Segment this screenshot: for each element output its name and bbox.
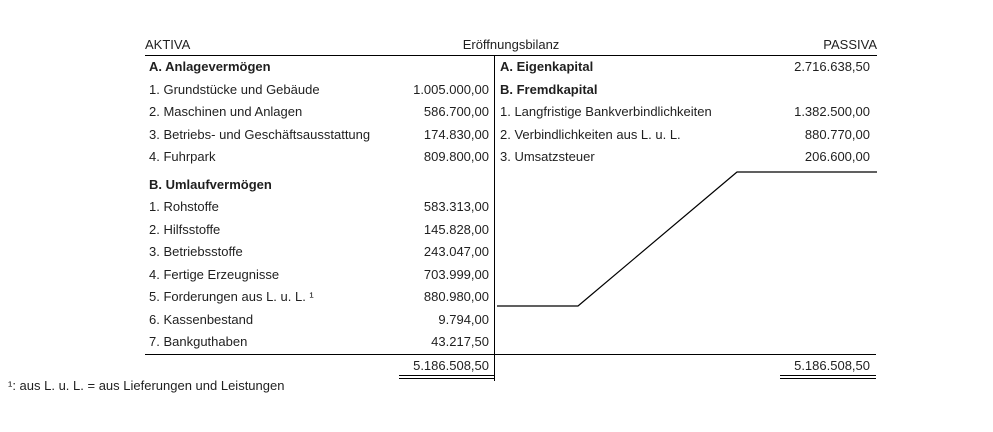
balance-row xyxy=(145,219,494,242)
row-value: 809.800,00 xyxy=(423,149,489,164)
balance-row xyxy=(145,124,494,147)
row-value: 880.980,00 xyxy=(423,289,489,304)
row-value: 703.999,00 xyxy=(423,266,489,282)
balance-row xyxy=(145,146,494,169)
passiva-heading: PASSIVA xyxy=(823,37,877,52)
aktiva-total: 5.186.508,50 xyxy=(399,358,494,379)
row-value: 880.770,00 xyxy=(804,126,870,142)
sheet-title: Eröffnungsbilanz xyxy=(462,37,560,52)
aktiva-column xyxy=(145,56,495,381)
row-label: 6. Kassenbestand xyxy=(149,311,254,327)
sheet-header xyxy=(145,36,877,56)
balance-row xyxy=(145,331,494,354)
balance-row xyxy=(495,124,876,147)
row-value: 145.828,00 xyxy=(423,221,489,237)
passiva-total-row xyxy=(495,354,876,381)
row-label: 2. Verbindlichkeiten aus L. u. L. xyxy=(500,126,681,142)
passiva-total: 5.186.508,50 xyxy=(780,358,876,379)
row-label: 4. Fertige Erzeugnisse xyxy=(149,266,280,282)
row-label: 4. Fuhrpark xyxy=(149,149,216,164)
row-label: A. Anlagevermögen xyxy=(149,59,271,74)
passiva-rows xyxy=(495,56,876,169)
row-label: 2. Hilfsstoffe xyxy=(149,221,221,237)
row-value: 9.794,00 xyxy=(438,311,489,327)
row-value: 206.600,00 xyxy=(804,149,870,164)
row-label: 2. Maschinen und Anlagen xyxy=(149,104,303,119)
row-label: A. Eigenkapital xyxy=(500,59,594,74)
row-value: 243.047,00 xyxy=(423,244,489,259)
row-value: 174.830,00 xyxy=(423,126,489,142)
footnote: ¹: aus L. u. L. = aus Lieferungen und Leistungen xyxy=(8,378,285,393)
balance-row xyxy=(495,101,876,124)
row-label: 1. Langfristige Bankverbindlichkeiten xyxy=(500,104,712,119)
balance-row xyxy=(145,241,494,264)
aktiva-rows xyxy=(145,56,494,354)
row-label: 1. Grundstücke und Gebäude xyxy=(149,81,320,97)
row-value: 583.313,00 xyxy=(423,199,489,214)
row-value: 43.217,50 xyxy=(431,334,489,349)
row-label: 7. Bankguthaben xyxy=(149,334,248,349)
balance-row xyxy=(495,56,876,79)
balance-row xyxy=(495,146,876,169)
balance-row xyxy=(145,309,494,332)
balance-row xyxy=(145,101,494,124)
balance-row xyxy=(145,286,494,309)
row-value: 1.382.500,00 xyxy=(794,104,870,119)
balance-row xyxy=(145,264,494,287)
row-value: 2.716.638,50 xyxy=(794,59,870,74)
row-label: B. Umlaufvermögen xyxy=(149,176,272,192)
balance-row xyxy=(145,79,494,102)
row-label: 3. Umsatzsteuer xyxy=(500,149,595,164)
row-value: 1.005.000,00 xyxy=(413,81,489,97)
row-label: 3. Betriebs- und Geschäftsausstattung xyxy=(149,126,371,142)
aktiva-heading: AKTIVA xyxy=(145,37,191,52)
passiva-column xyxy=(495,56,876,381)
balance-row xyxy=(145,196,494,219)
sheet-body xyxy=(145,56,877,381)
row-label: 5. Forderungen aus L. u. L. ¹ xyxy=(149,289,314,304)
row-label: 1. Rohstoffe xyxy=(149,199,219,214)
row-label: 3. Betriebsstoffe xyxy=(149,244,243,259)
balance-row xyxy=(495,79,876,102)
aktiva-total-row xyxy=(145,354,494,381)
balance-row xyxy=(145,56,494,79)
opening-balance-sheet xyxy=(145,36,877,381)
balance-row xyxy=(145,174,494,197)
row-value: 586.700,00 xyxy=(423,104,489,119)
row-label: B. Fremdkapital xyxy=(500,81,598,97)
